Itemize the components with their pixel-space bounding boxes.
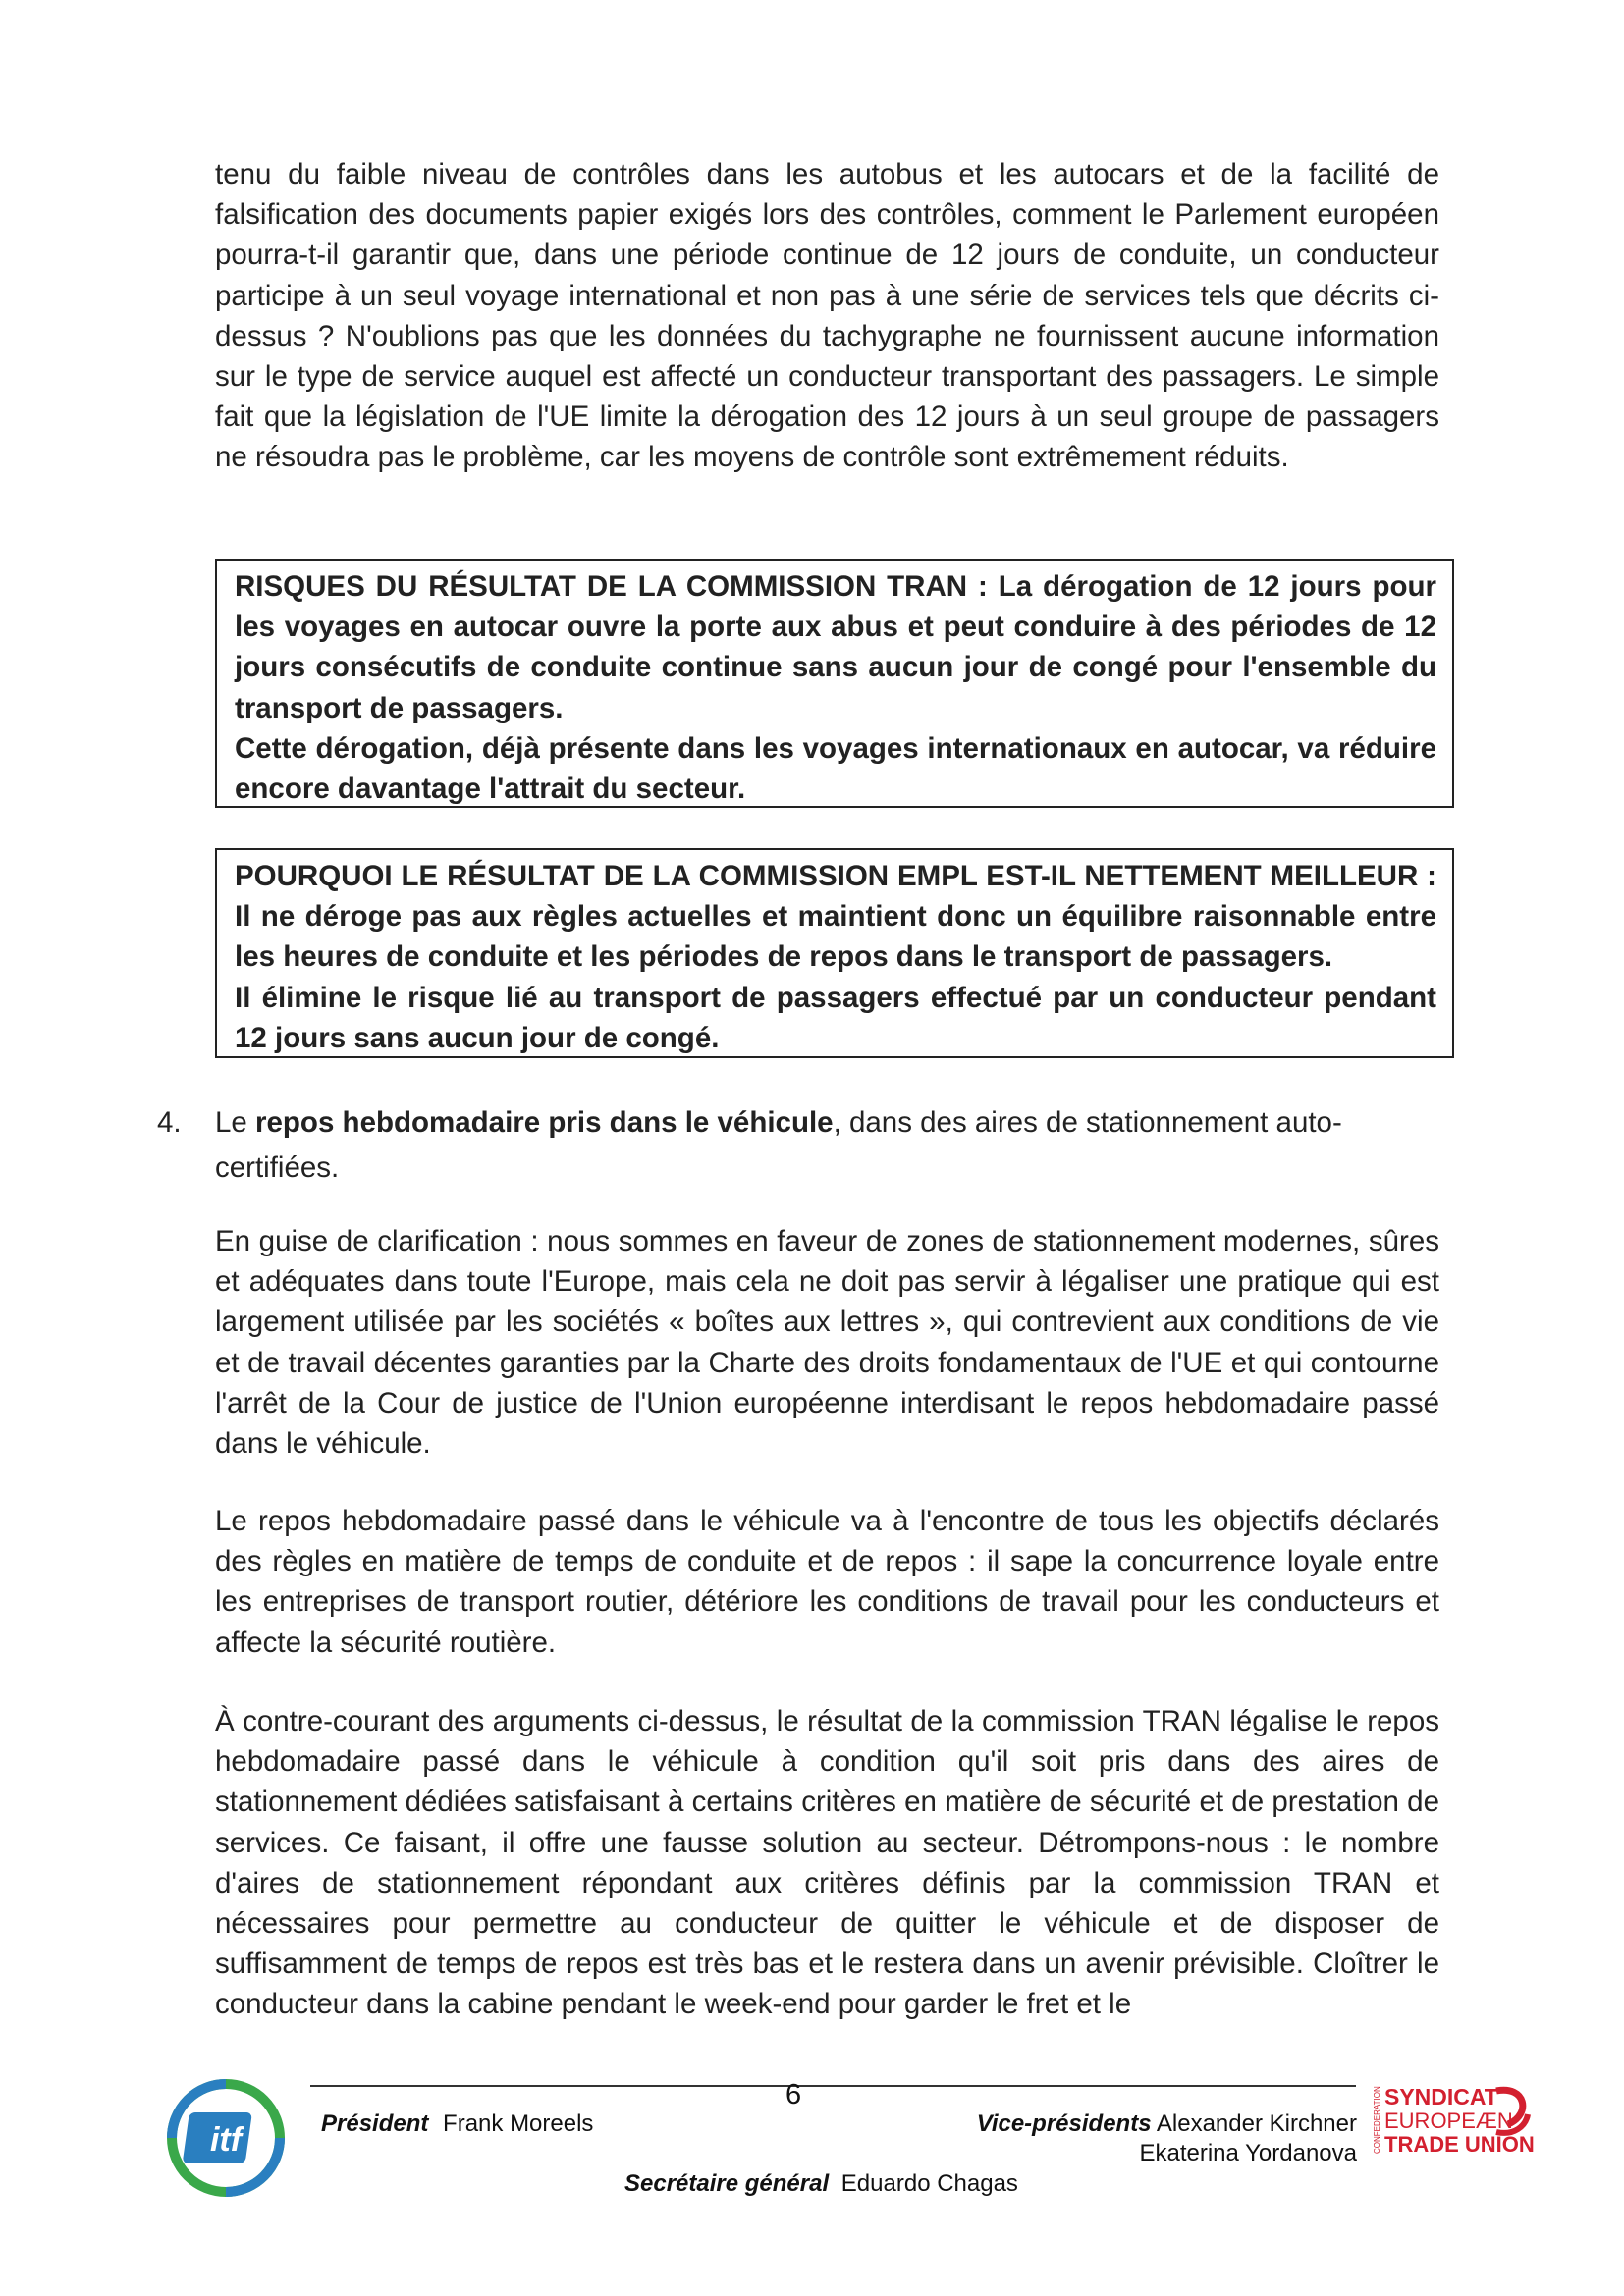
item-prefix: Le [215,1106,256,1139]
footer-rule [310,2085,1356,2087]
list-item-heading [215,1102,1439,1143]
page-number: 6 [785,2079,802,2110]
etf-logo [1371,2081,1538,2160]
empl-box [215,848,1454,1058]
president-label: Président [321,2110,429,2137]
vp-name-1: Alexander Kirchner [1156,2110,1357,2137]
footer-president [321,2110,593,2138]
item-bold: repos hebdomadaire pris dans le véhicule [255,1106,834,1139]
list-number: 4. [157,1106,182,1139]
empl-box-text: POURQUOI LE RÉSULTAT DE LA COMMISSION EMPL EST-IL NETTEMENT MEILLEUR : Il ne déroge pas aux règles actuelles et maintient donc un équilibre raisonnable entre les heures de conduite et les périodes de repos dans le transport de passagers. [235,860,1436,974]
vp-name-2: Ekaterina Yordanova [1139,2140,1357,2166]
empl-box-text-2: Il élimine le risque lié au transport de passagers effectué par un conducteur pendant 12 jours sans aucun jour de congé. [235,981,1436,1054]
paragraph-2: Le repos hebdomadaire passé dans le véhicule va à l'encontre de tous les objectifs déclarés des règles en matière de temps de conduite et de repos : il sape la concurrence loyale entre les entreprises de transport routier, détériore les conditions de travail pour les conducteurs et affecte la sécurité routière. [215,1505,1439,1659]
itf-logo [165,2077,287,2199]
item-suffix: , dans des aires de stationnement auto- [833,1106,1342,1139]
paragraph-top: tenu du faible niveau de contrôles dans les autobus et les autocars et de la facilité de falsification des documents papier exigés lors des contrôles, comment le Parlement européen pourra-t-il garantir que, dans une période continue de 12 jours de conduite, un conducteur participe à un seul voyage international et non pas à une série de services tels que décrits ci-dessus ? N'oublions pas que les données du tachygraphe ne fournissent aucune information sur le type de service auquel est affecté un conducteur transportant des passagers. Le simple fait que la législation de l'UE limite la dérogation des 12 jours à un seul groupe de passagers ne résoudra pas le problème, car les moyens de contrôle sont extrêmement réduits. [215,158,1439,474]
risk-box-text-2: Cette dérogation, déjà présente dans les voyages internationaux en autocar, va réduire encore davantage l'attrait du secteur. [235,731,1436,806]
footer-secretary [624,2170,1018,2198]
list-item-heading-2: certifiées. [215,1151,340,1184]
paragraph-3: À contre-courant des arguments ci-dessus, le résultat de la commission TRAN légalise le repos hebdomadaire passé dans le véhicule à condition qu'il soit pris dans des aires de stationnement dédiées satisfaisant à certains critères en matière de sécurité et de prestation de services. Ce faisant, il offre une fausse solution au secteur. Détrompons-nous : le nombre d'aires de stationnement répondant aux critères définis par la commission TRAN et nécessaires pour permettre au conducteur de quitter le véhicule et de disposer de suffisamment de temps de repos est très bas et le restera dans un avenir prévisible. Cloîtrer le conducteur dans la cabine pendant le week-end pour garder le fret et le [215,1705,1439,2021]
sg-name: Eduardo Chagas [840,2170,1018,2197]
footer-vice-presidents [954,2110,1357,2138]
itf-logo-text: itf [209,2121,243,2159]
etf-logo-line2: EUROPEÆN [1384,2109,1513,2133]
etf-logo-line3: TRADE UNION [1384,2132,1535,2157]
risk-box-text: RISQUES DU RÉSULTAT DE LA COMMISSION TRAN : La dérogation de 12 jours pour les voyages en autocar ouvre la porte aux abus et peut conduire à des périodes de 12 jours consécutifs de conduite continue sans aucun jour de congé pour l'ensemble du transport de passagers. [235,570,1436,724]
etf-logo-side: CONFEDERATION [1373,2086,1381,2154]
etf-logo-line1: SYNDICAT [1384,2084,1498,2109]
sg-label: Secrétaire général [624,2170,830,2197]
risk-box [215,559,1454,808]
vp-label: Vice-présidents [976,2110,1152,2137]
paragraph-1: En guise de clarification : nous sommes en faveur de zones de stationnement modernes, sûres et adéquates dans toute l'Europe, mais cela ne doit pas servir à légaliser une pratique qui est largement utilisée par les sociétés « boîtes aux lettres », qui contrevient aux conditions de vie et de travail décentes garanties par la Charte des droits fondamentaux de l'UE et qui contourne l'arrêt de la Cour de justice de l'Union européenne interdisant le repos hebdomadaire passé dans le véhicule. [215,1225,1439,1461]
president-name: Frank Moreels [443,2110,594,2137]
